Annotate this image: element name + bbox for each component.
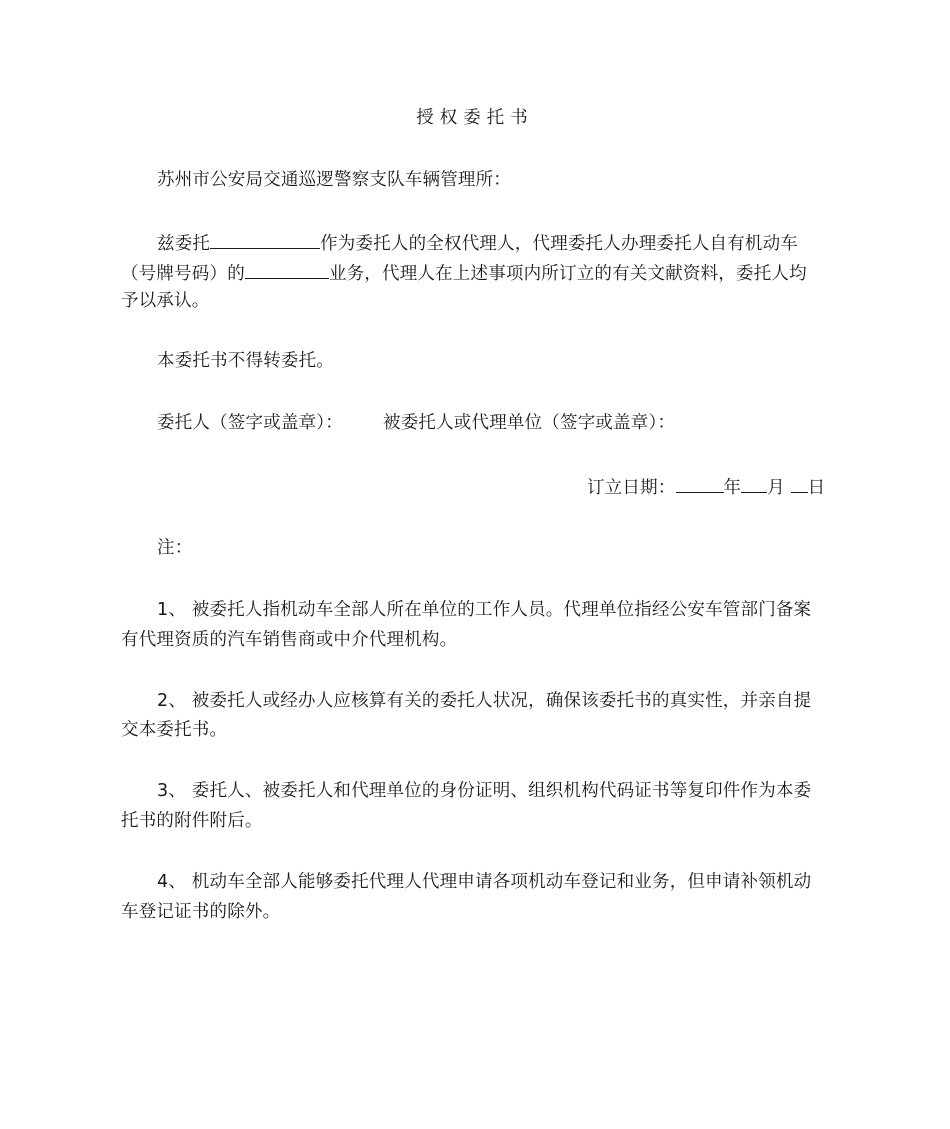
paragraph-1-line-2 <box>121 260 807 286</box>
note-3-line-1: 3、 委托人、被委托人和代理单位的身份证明、组织机构代码证书等复印件作为本委 <box>157 781 812 801</box>
paragraph-1-line-3: 予以承认。 <box>121 291 210 311</box>
p1-mid: 作为委托人的全权代理人，代理委托人办理委托人自有机动车 <box>320 234 799 254</box>
month-blank[interactable] <box>741 474 767 493</box>
note-4-line-1: 4、 机动车全部人能够委托代理人代理申请各项机动车登记和业务，但申请补领机动 <box>157 872 812 892</box>
note-label: 注： <box>157 538 193 558</box>
p1-line2-suffix: 业务，代理人在上述事项内所订立的有关文献资料，委托人均 <box>328 264 807 284</box>
note-2-line-2: 交本委托书。 <box>121 720 228 740</box>
principal-signature-label: 委托人（签字或盖章）： <box>157 413 343 433</box>
date-label: 订立日期： <box>587 478 676 498</box>
document-title: 授权委托书 <box>416 108 534 128</box>
day-blank[interactable] <box>791 474 808 493</box>
p1-line2-prefix: （号牌号码）的 <box>121 264 245 284</box>
business-type-blank[interactable] <box>245 260 329 279</box>
note-4-line-2: 车登记证书的除外。 <box>121 902 281 922</box>
note-2-line-1: 2、 被委托人或经办人应核算有关的委托人状况，确保该委托书的真实性，并亲自提 <box>157 691 812 711</box>
signing-date <box>587 474 825 500</box>
note-1-line-2: 有代理资质的汽车销售商或中介代理机构。 <box>121 630 458 650</box>
agent-signature-label: 被委托人或代理单位（签字或盖章）： <box>383 413 676 433</box>
day-label: 日 <box>807 478 826 498</box>
month-label: 月 <box>767 478 785 498</box>
addressee: 苏州市公安局交通巡逻警察支队车辆管理所： <box>157 170 511 190</box>
note-3-line-2: 托书的附件附后。 <box>121 811 263 831</box>
p1-prefix: 兹委托 <box>157 234 211 254</box>
note-1-line-1: 1、 被委托人指机动车全部人所在单位的工作人员。代理单位指经公安车管部门备案 <box>157 600 812 620</box>
paragraph-2: 本委托书不得转委托。 <box>157 351 334 371</box>
year-label: 年 <box>723 478 742 498</box>
paragraph-1-line-1 <box>157 230 798 256</box>
agent-name-blank[interactable] <box>210 230 320 249</box>
year-blank[interactable] <box>676 474 724 493</box>
